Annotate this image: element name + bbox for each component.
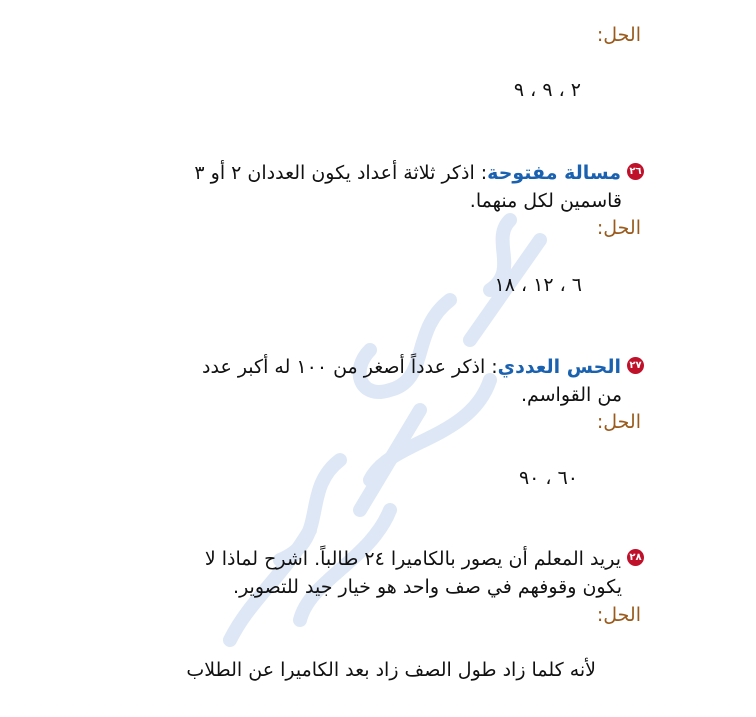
answer-text: لأنه كلما زاد طول الصف زاد بعد الكاميرا عن الطلاب [186,659,596,681]
question-text: : اذكر عدداً أصغر من ١٠٠ له أكبر عدد [202,356,498,378]
answer-text: ٢ ، ٩ ، ٩ [513,79,581,101]
question-text: : اذكر ثلاثة أعداد يكون العددان ٢ أو ٣ [194,162,488,184]
solution-label: الحل: [596,604,641,626]
answer-text: ٦ ، ١٢ ، ١٨ [494,274,582,296]
question-number-badge: ٢٦ [627,163,644,180]
question-text: يريد المعلم أن يصور بالكاميرا ٢٤ طالباً. اشرح لماذا لا [204,548,621,570]
answer-text: ٦٠ ، ٩٠ [518,467,578,489]
question-title: الحس العددي [497,356,621,378]
question-26-line-2: قاسمين لكل منهما. [469,190,622,212]
question-28-line-2: يكون وقوفهم في صف واحد هو خيار جيد للتصوير. [233,576,622,598]
solution-label: الحل: [596,217,641,239]
question-27-line-2: من القواسم. [520,384,622,406]
question-number-badge: ٢٨ [627,549,644,566]
question-title: مسالة مفتوحة [487,162,621,184]
solution-label: الحل: [596,24,641,46]
question-27-line-1 [202,354,644,380]
question-number-badge: ٢٧ [627,357,644,374]
solution-label: الحل: [596,411,641,433]
question-26-line-1 [194,160,644,186]
question-28-line-1 [205,546,644,572]
